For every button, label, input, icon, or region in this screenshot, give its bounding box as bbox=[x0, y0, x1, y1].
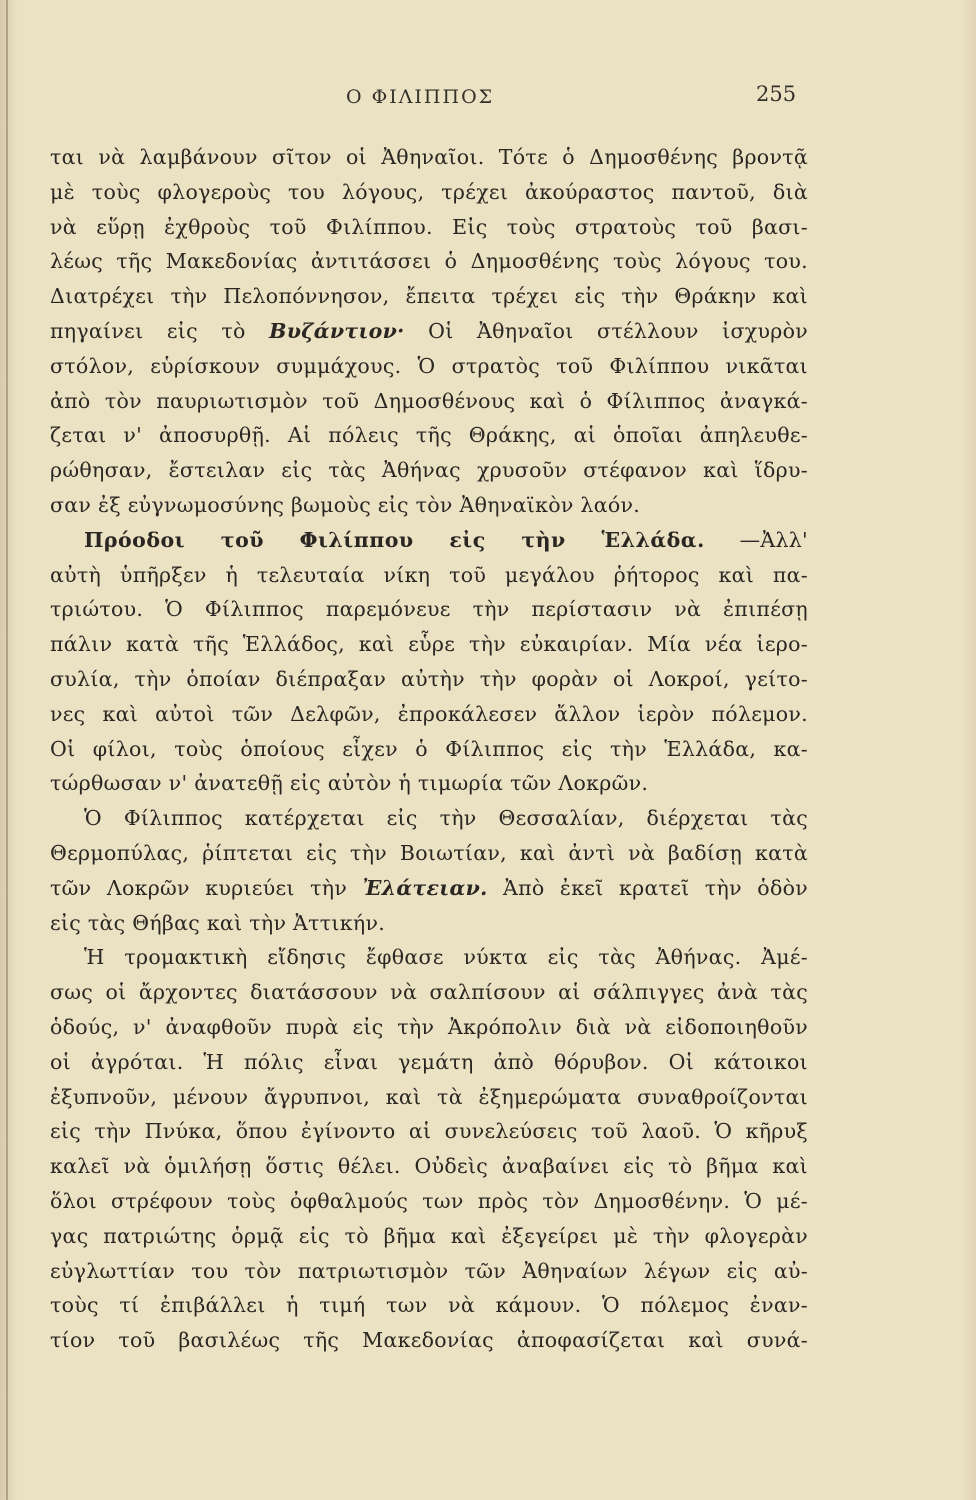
text-segment: πηγαίνει εἰς τὸ bbox=[50, 318, 270, 343]
text-line: Ἡ τρομακτικὴ εἴδησις ἔφθασε νύκτα εἰς τὰς Ἀθήνας. Ἀμέ- bbox=[84, 945, 808, 970]
text-line: συλία, τὴν ὁποίαν διέπραξαν αὐτὴν τὴν φορὰν οἱ Λοκροί, γείτο- bbox=[50, 666, 808, 691]
text-segment: Ἀπὸ ἐκεῖ κρατεῖ τὴν ὁδὸν bbox=[487, 875, 808, 900]
page-header bbox=[0, 82, 976, 116]
emphasized-place-name: Ἐλάτειαν. bbox=[362, 875, 488, 900]
text-line: τώρθωσαν ν' ἀνατεθῇ εἰς αὐτὸν ἡ τιμωρία τῶν Λοκρῶν. bbox=[50, 771, 649, 796]
page-gutter-shadow bbox=[6, 0, 8, 1500]
text-line bbox=[50, 871, 808, 906]
text-line: ζεται ν' ἀποσυρθῇ. Αἱ πόλεις τῆς Θράκης, αἱ ὁποῖαι ἀπηλευθε- bbox=[50, 423, 808, 448]
text-line: εἰς τὴν Πνύκα, ὅπου ἐγίνοντο αἱ συνελεύσεις τοῦ λαοῦ. Ὁ κῆρυξ bbox=[50, 1119, 808, 1144]
text-line: λέως τῆς Μακεδονίας ἀντιτάσσει ὁ Δημοσθένης τοὺς λόγους του. bbox=[50, 249, 808, 274]
text-line: τριώτου. Ὁ Φίλιππος παρεμόνευε τὴν περίστασιν νὰ ἐπιπέσῃ bbox=[50, 597, 808, 622]
text-line: τοὺς τί ἐπιβάλλει ἡ τιμή των νὰ κάμουν. Ὁ πόλεμος ἐναν- bbox=[50, 1293, 808, 1318]
text-line: ται νὰ λαμβάνουν σῖτον οἱ Ἀθηναῖοι. Τότε ὁ Δημοσθένης βροντᾷ bbox=[50, 145, 808, 169]
body-text bbox=[50, 140, 808, 1358]
text-line: εὐγλωττίαν του τὸν πατριωτισμὸν τῶν Ἀθηναίων λέγων εἰς αὐ- bbox=[50, 1258, 808, 1283]
text-line: ὁδούς, ν' ἀναφθοῦν πυρὰ εἰς τὴν Ἀκρόπολιν διὰ νὰ εἰδοποιηθοῦν bbox=[50, 1014, 808, 1039]
text-line: ἀπὸ τὸν παυριωτισμὸν τοῦ Δημοσθένους καὶ ὁ Φίλιππος ἀναγκά- bbox=[50, 388, 808, 413]
text-line: γας πατριώτης ὁρμᾷ εἰς τὸ βῆμα καὶ ἐξεγείρει μὲ τὴν φλογερὰν bbox=[50, 1223, 808, 1248]
text-line: Θερμοπύλας, ῥίπτεται εἰς τὴν Βοιωτίαν, καὶ ἀντὶ νὰ βαδίσῃ κατὰ bbox=[50, 840, 808, 865]
text-line: στόλον, εὑρίσκουν συμμάχους. Ὁ στρατὸς τοῦ Φιλίππου νικᾶται bbox=[50, 353, 808, 378]
text-line: πάλιν κατὰ τῆς Ἑλλάδος, καὶ εὗρε τὴν εὐκαιρίαν. Μία νέα ἱερο- bbox=[50, 632, 808, 657]
text-line: σαν ἐξ εὐγνωμοσύνης βωμοὺς εἰς τὸν Ἀθηναϊκὸν λαόν. bbox=[50, 492, 641, 517]
text-line: σως οἱ ἄρχοντες διατάσσουν νὰ σαλπίσουν αἱ σάλπιγγες ἀνὰ τὰς bbox=[50, 980, 808, 1005]
page-number: 255 bbox=[756, 82, 797, 106]
text-line: νὰ εὕρῃ ἐχθροὺς τοῦ Φιλίππου. Εἰς τοὺς στρατοὺς τοῦ βασι- bbox=[50, 214, 808, 239]
text-segment: τῶν Λοκρῶν κυριεύει τὴν bbox=[50, 875, 363, 900]
text-line: καλεῖ νὰ ὁμιλήσῃ ὅστις θέλει. Οὐδεὶς ἀναβαίνει εἰς τὸ βῆμα καὶ bbox=[50, 1154, 808, 1179]
text-line bbox=[50, 314, 808, 349]
text-line: ὅλοι στρέφουν τοὺς ὀφθαλμούς των πρὸς τὸν Δημοσθένην. Ὁ μέ- bbox=[50, 1188, 808, 1213]
text-segment: Οἱ Ἀθηναῖοι στέλλουν ἰσχυρὸν bbox=[404, 318, 808, 343]
text-line: εἰς τὰς Θήβας καὶ τὴν Ἀττικήν. bbox=[50, 910, 386, 935]
text-line: Διατρέχει τὴν Πελοπόννησον, ἔπειτα τρέχει εἰς τὴν Θράκην καὶ bbox=[50, 284, 808, 309]
text-line: ρώθησαν, ἔστειλαν εἰς τὰς Ἀθήνας χρυσοῦν στέφανον καὶ ἵδρυ- bbox=[50, 458, 808, 483]
text-line: οἱ ἀγρόται. Ἡ πόλις εἶναι γεμάτη ἀπὸ θόρυβον. Οἱ κάτοικοι bbox=[50, 1049, 808, 1074]
text-line: Ὁ Φίλιππος κατέρχεται εἰς τὴν Θεσσαλίαν, διέρχεται τὰς bbox=[84, 806, 808, 831]
text-line bbox=[50, 523, 808, 558]
text-line: αὐτὴ ὑπῆρξεν ἡ τελευταία νίκη τοῦ μεγάλου ῥήτορος καὶ πα- bbox=[50, 562, 808, 587]
text-line: μὲ τοὺς φλογεροὺς του λόγους, τρέχει ἀκούραστος παντοῦ, διὰ bbox=[50, 179, 808, 204]
running-head: Ο ΦΙΛΙΠΠΟΣ bbox=[346, 86, 495, 108]
text-line: τίον τοῦ βασιλέως τῆς Μακεδονίας ἀποφασίζεται καὶ συνά- bbox=[50, 1328, 808, 1353]
text-line: ἐξυπνοῦν, μένουν ἄγρυπνοι, καὶ τὰ ἐξημερώματα συναθροίζονται bbox=[50, 1084, 808, 1109]
text-line: νες καὶ αὐτοὶ τῶν Δελφῶν, ἐπροκάλεσεν ἄλλον ἱερὸν πόλεμον. bbox=[50, 701, 808, 726]
text-line: Οἱ φίλοι, τοὺς ὁποίους εἶχεν ὁ Φίλιππος εἰς τὴν Ἑλλάδα, κα- bbox=[50, 736, 808, 761]
emphasized-place-name: Βυζάντιον· bbox=[269, 318, 405, 343]
section-heading: Πρόοδοι τοῦ Φιλίππου εἰς τὴν Ἑλλάδα. bbox=[84, 527, 705, 552]
text-segment: —Ἀλλ' bbox=[704, 527, 808, 552]
